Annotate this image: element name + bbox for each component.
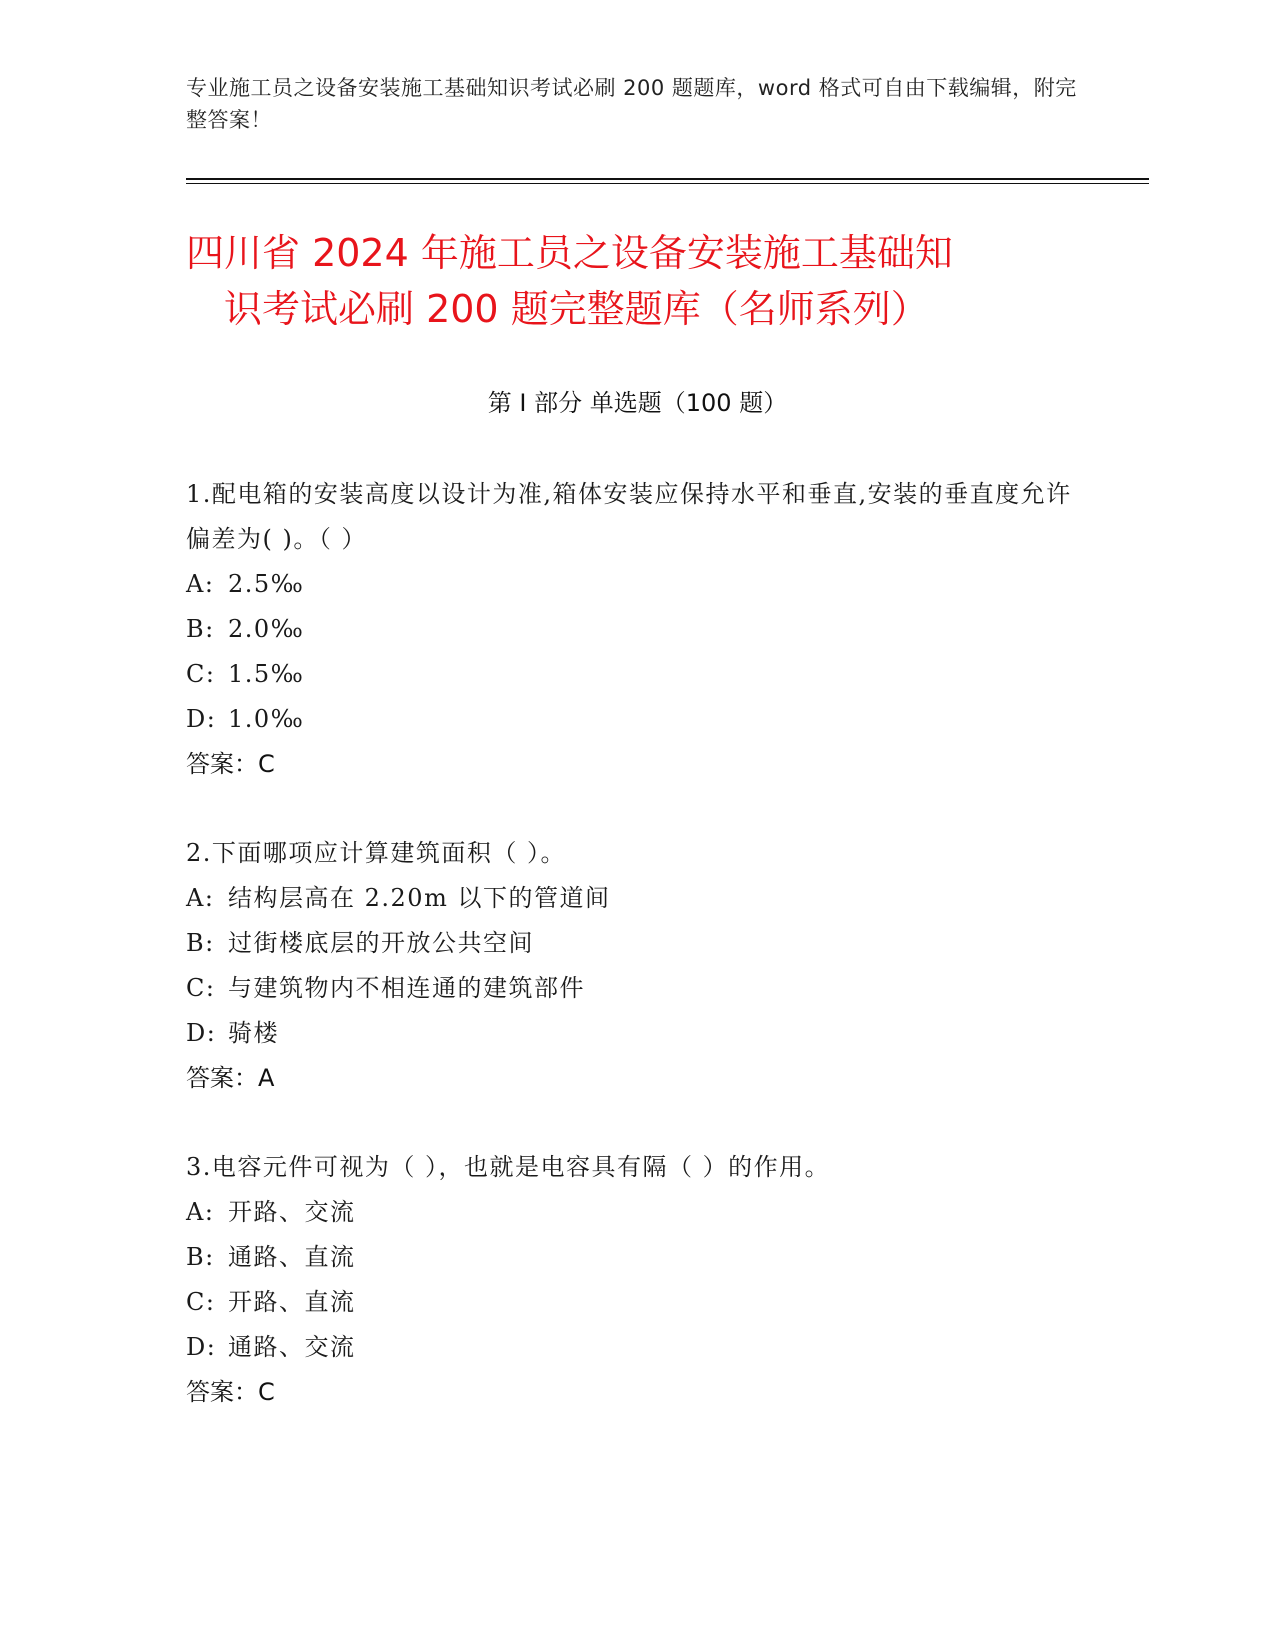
option-a	[186, 562, 1086, 607]
option-c	[186, 1280, 1086, 1325]
question-stem: 1.配电箱的安装高度以设计为准,箱体安装应保持水平和垂直,安装的垂直度允许偏差为( )。（ ）	[186, 480, 1072, 553]
option-text: 通路、直流	[228, 1243, 356, 1271]
option-letter: A:	[186, 1198, 215, 1226]
option-a	[186, 876, 1086, 921]
section-title: 第 I 部分 单选题（100 题）	[487, 389, 788, 417]
option-letter: C:	[186, 1288, 216, 1316]
header-note: 专业施工员之设备安装施工基础知识考试必刷 200 题题库，word 格式可自由下载编辑，附完整答案！	[186, 76, 1077, 132]
option-b	[186, 921, 1086, 966]
option-text: 1.5‰	[228, 660, 305, 688]
option-text: 开路、交流	[228, 1198, 356, 1226]
option-letter: B:	[186, 615, 215, 643]
option-d	[186, 1325, 1086, 1370]
option-letter: D:	[186, 1019, 217, 1047]
question-stem: 3.电容元件可视为（ ），也就是电容具有隔（ ）的作用。	[186, 1153, 831, 1181]
option-c	[186, 966, 1086, 1011]
document-title-line2: 识考试必刷 200 题完整题库（名师系列）	[224, 287, 929, 331]
option-text: 结构层高在 2.20m 以下的管道间	[228, 884, 611, 912]
option-d	[186, 697, 1086, 742]
option-letter: C:	[186, 974, 216, 1002]
document-title-line1: 四川省 2024 年施工员之设备安装施工基础知	[186, 231, 953, 275]
question-2	[186, 831, 1086, 1101]
option-letter: A:	[186, 884, 215, 912]
option-text: 通路、交流	[228, 1333, 356, 1361]
option-letter: D:	[186, 705, 217, 733]
option-d	[186, 1011, 1086, 1056]
answer-line: 答案：C	[186, 1378, 275, 1406]
option-letter: A:	[186, 570, 215, 598]
question-3	[186, 1145, 1086, 1415]
option-letter: D:	[186, 1333, 217, 1361]
option-text: 1.0‰	[228, 705, 305, 733]
option-a	[186, 1190, 1086, 1235]
question-list	[186, 472, 1086, 1459]
option-text: 过街楼底层的开放公共空间	[228, 929, 534, 957]
option-text: 2.5‰	[228, 570, 305, 598]
header-divider-thick	[186, 178, 1149, 180]
answer-line: 答案：A	[186, 1064, 275, 1092]
option-letter: B:	[186, 1243, 215, 1271]
option-c	[186, 652, 1086, 697]
option-text: 开路、直流	[228, 1288, 356, 1316]
option-text: 骑楼	[228, 1019, 279, 1047]
option-b	[186, 607, 1086, 652]
option-letter: C:	[186, 660, 216, 688]
question-stem: 2.下面哪项应计算建筑面积（ ）。	[186, 839, 567, 867]
option-text: 与建筑物内不相连通的建筑部件	[228, 974, 585, 1002]
question-1	[186, 472, 1086, 787]
document-title	[186, 225, 1086, 337]
header-divider-thin	[186, 183, 1149, 184]
option-b	[186, 1235, 1086, 1280]
answer-line: 答案：C	[186, 750, 275, 778]
option-letter: B:	[186, 929, 215, 957]
option-text: 2.0‰	[228, 615, 305, 643]
